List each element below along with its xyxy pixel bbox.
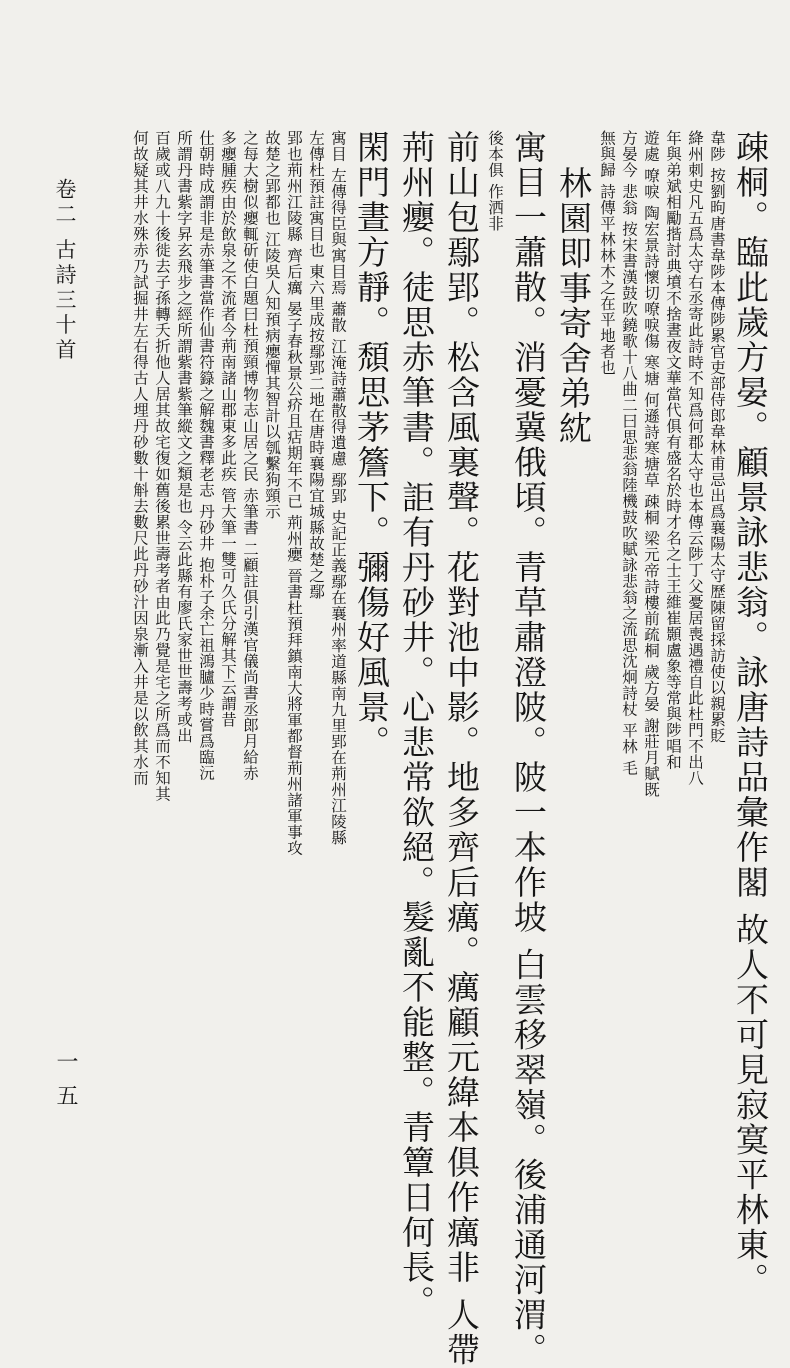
poem-text-column: 疎桐。臨此歲方晏。顧景詠悲翁。詠唐詩品彙作閣 故人不可見寂寞平林東。	[731, 130, 770, 1298]
annotation-column: 寓目 左傳得臣與寓目焉 蕭散 江淹詩蕭散得遺慮 鄢郢 史記正義鄢在襄州率道縣南九里郢在荊州江陵縣	[329, 130, 347, 846]
annotation-column: 方晏今 悲翁 按宋書漢鼓吹鐃歌十八曲二曰思悲翁陸機鼓吹賦詠悲翁之流思沈炯詩杖 平林 毛	[620, 130, 638, 776]
annotation-column: 左傳杜預註寓目也 東六里成按鄢郢二地在唐時襄陽宜城縣故楚之鄢	[307, 130, 325, 600]
poem-text-column: 前山包鄢郢。松含風裏聲。花對池中影。地多齊后癘。癘顧元緯本俱作癘非 人帶	[442, 130, 481, 1368]
annotation-column: 何故疑其井水殊赤乃試掘井左右得古人埋丹砂數十斛去數尺此丹砂汁因泉漸入井是以飲其水而	[131, 130, 149, 786]
annotation-column: 無與歸 詩傳平林林木之在平地者也	[598, 130, 616, 376]
annotation-column: 百歲或八九十後徙去子孫轉夭折他人居其故宅復如舊後累世壽考者由此乃覺是宅之所爲而不知其	[153, 130, 171, 802]
annotation-column: 絳州刺史凡五爲太守右丞寄此詩時不知爲何郡太守也本傳云陟丁父憂居喪遇禮自此杜門不出八	[686, 130, 704, 786]
annotation-column: 之每大樹似癭輒斫使白題曰杜預頸博物志山居之民 赤筆書 二顧註俱引漢官儀尚書丞郎月給赤	[241, 130, 259, 781]
annotation-column: 仕朝時成謂非是赤筆書當作仙書符籙之解魏書釋老志 丹砂井 抱朴子余亡祖鴻臚少時嘗爲臨沅	[197, 130, 215, 781]
poem-text-column: 寓目一蕭散。消憂冀俄頃。青草肅澄陂。陂一本作坡 白雲移翠嶺。後浦通河渭。	[509, 130, 548, 1368]
poem-title: 林園即事寄舍弟紞	[554, 166, 593, 446]
annotation-column: 韋陟 按劉昫唐書韋陟本傳陟累官吏部侍郎韋林甫忌出爲襄陽太守歷陳留採訪使以親累貶	[708, 130, 726, 744]
annotation-column: 多癭腫疾由於飲泉之不流者今荊南諸山郡東多此疾 管大筆一雙可久氏分解其下云謂昔	[219, 130, 237, 728]
annotation-column: 年與弟斌相勵揩討典墳不捨晝夜文華當代俱有盛名於時才名之士王維崔顥盧象等常與陟唱和	[664, 130, 682, 770]
page-number: 一五	[53, 1050, 78, 1118]
annotation-column: 郢也荊州江陵縣 齊后癘 晏子春秋景公疥且痁期年不已 荊州癭 晉書杜預拜鎮南大將軍都督荊州諸軍事攻	[285, 130, 303, 856]
annotation-column: 後本俱 作洒非	[486, 130, 504, 232]
annotation-column: 故楚之郢都也 江陵吳人知預病癭憚其智計以瓠繫狗頸示	[263, 130, 281, 520]
annotation-column: 所謂丹書紫字昇玄飛步之經所謂紫書紫筆縱文之類是也 令云此縣有廖氏家世世壽考或出	[175, 130, 193, 744]
margin-title: 卷二 古詩三十首	[53, 178, 77, 364]
poem-text-column: 荊州癭。徒思赤筆書。詎有丹砂井。心悲常欲絕。髮亂不能整。青簟日何長。	[397, 130, 436, 1320]
poem-text-column: 閑門晝方靜。頹思茅簷下。彌傷好風景。	[352, 130, 391, 760]
vertical-text-block	[80, 130, 770, 1368]
annotation-column: 遊處 嘹唳 陶宏景詩懷切嘹唳傷 寒塘 何遜詩寒塘草 疎桐 梁元帝詩樓前疏桐 歲方晏 謝莊月賦既	[642, 130, 660, 798]
